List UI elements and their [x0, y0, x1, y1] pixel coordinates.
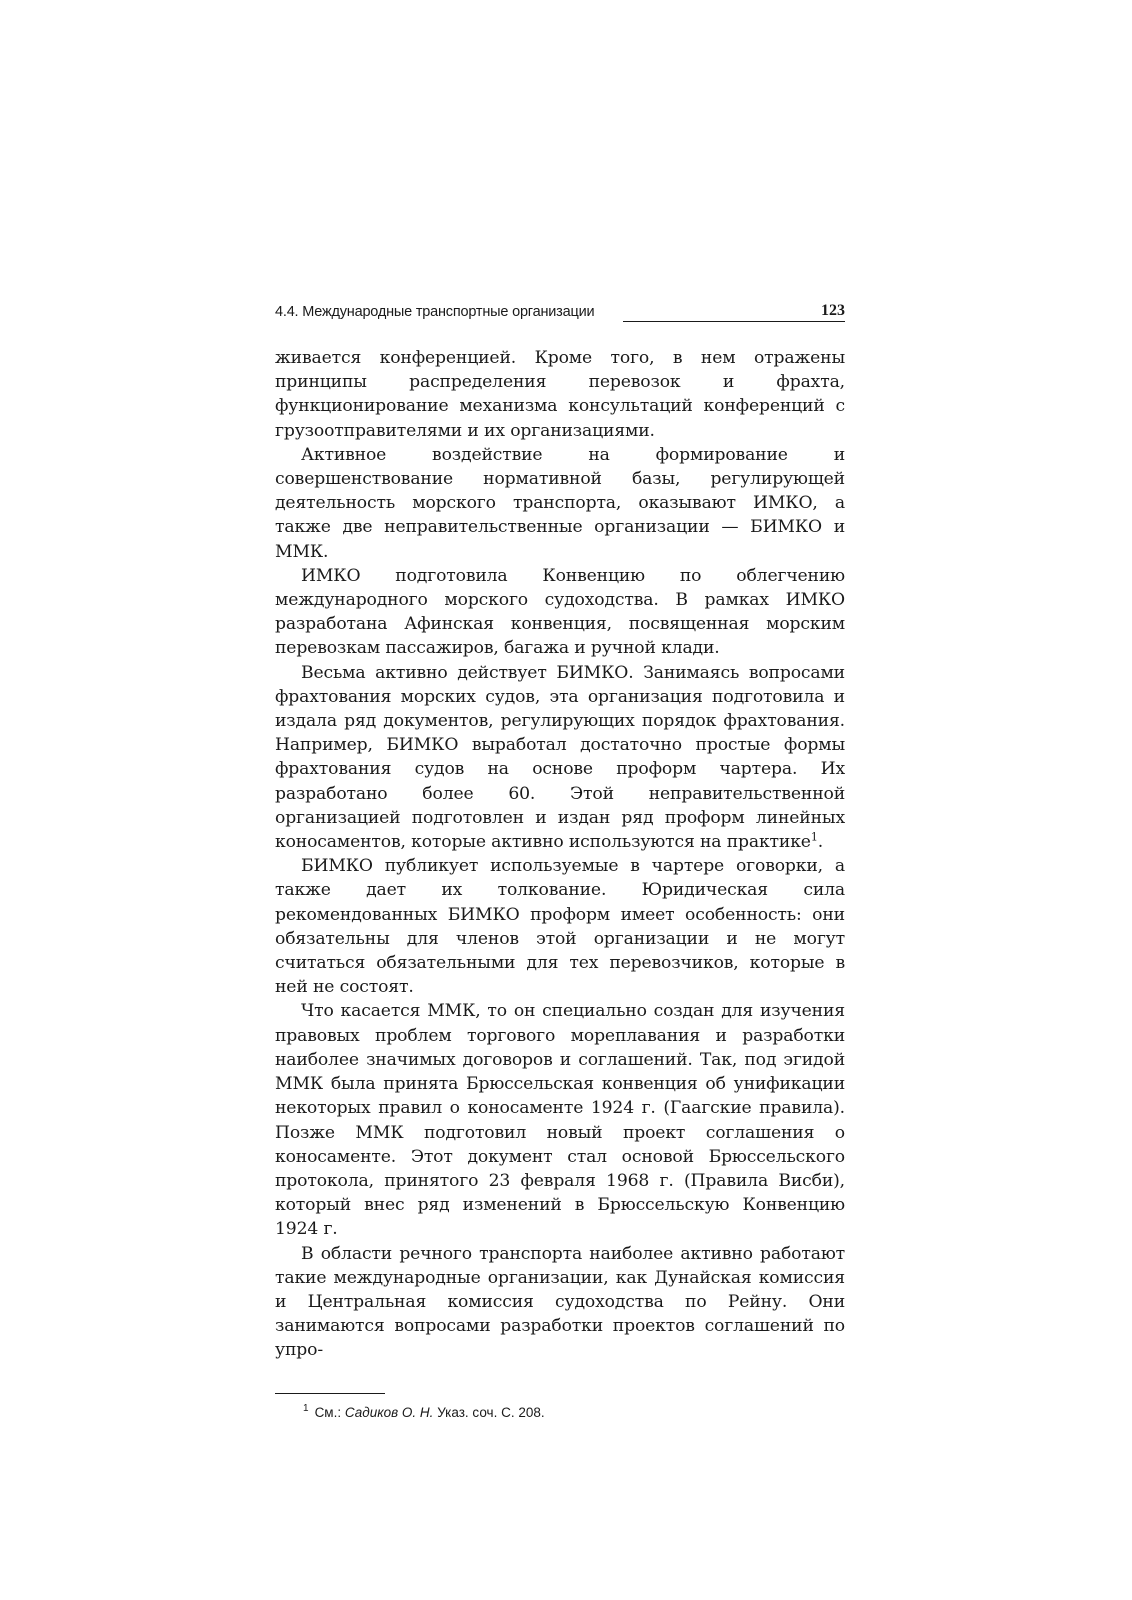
paragraph: БИМКО публикует используемые в чартере оговорки, а также дает их толкование. Юридическая сила рекомендованных БИМКО проформ имеет особенность: они обязательны для членов этой организации и не могут считаться обязательными для тех перевозчиков, которые в ней не состоят.	[275, 856, 845, 998]
footnote-author: Садиков О. Н.	[344, 1404, 434, 1420]
footnote-separator	[275, 1393, 385, 1394]
footnote-mark: 1	[303, 1403, 309, 1415]
paragraph: Что касается ММК, то он специально создан для изучения правовых проблем торгового мореплавания и разработки наиболее значимых договоров и соглашений. Так, под эгидой ММК была принята Брюссельская конвенция об унификации некоторых правил о коносаменте 1924 г. (Гаагские правила). Позже ММК подготовил новый проект соглашения о коносаменте. Этот документ стал основой Брюссельского протокола, принятого 23 февраля 1968 г. (Правила Висби), который внес ряд изменений в Брюссельскую Конвенцию 1924 г.	[275, 1001, 845, 1240]
section-title: 4.4. Международные транспортные организации	[275, 304, 595, 320]
running-head	[275, 300, 845, 324]
footnote	[275, 1404, 845, 1422]
footnote-prefix: См.:	[314, 1404, 342, 1420]
paragraph: В области речного транспорта наиболее активно работают такие международные организации, как Дунайская комиссия и Центральная комиссия судоходства по Рейну. Они занимаются вопросами разработки проектов соглашений по упро-	[275, 1243, 845, 1361]
paragraph: ИМКО подготовила Конвенцию по облегчению международного морского судоходства. В рамках ИМКО разработана Афинская конвенция, посвященная морским перевозкам пассажиров, багажа и ручной клади.	[275, 565, 845, 659]
paragraph: Активное воздействие на формирование и совершенствование нормативной базы, регулирующей деятельность морского транспорта, оказывают ИМКО, а также две неправительственные организации — БИМКО и ММК.	[275, 444, 845, 562]
footnote-reference: 1	[810, 830, 818, 844]
body-text	[275, 346, 845, 1363]
paragraph: живается конференцией. Кроме того, в нем отражены принципы распределения перевозок и фрахта, функционирование механизма консультаций конференций с грузоотправителями и их организациями.	[275, 348, 845, 441]
page-number: 123	[821, 302, 845, 319]
header-rule	[623, 321, 845, 322]
footnote-source: Указ. соч. С. 208.	[437, 1404, 545, 1420]
book-page	[275, 300, 845, 1422]
paragraph-text: Весьма активно действует БИМКО. Занимаясь вопросами фрахтования морских судов, эта организация подготовила и издала ряд документов, регулирующих порядок фрахтования. Например, БИМКО выработал достаточно простые формы фрахтования судов на основе проформ чартера. Их разработано более 60. Этой неправительственной организацией подготовлен и издан ряд проформ линейных коносаментов, которые активно используются на практике	[275, 662, 845, 853]
paragraph-with-footnote: Весьма активно действует БИМКО. Занимаясь вопросами фрахтования морских судов, эта организация подготовила и издала ряд документов, регулирующих порядок фрахтования. Например, БИМКО выработал достаточно простые формы фрахтования судов на основе проформ чартера. Их разработано более 60. Этой неправительственной организацией подготовлен и издан ряд проформ линейных коносаментов, которые активно используются на практике$^1$.	[275, 662, 845, 853]
